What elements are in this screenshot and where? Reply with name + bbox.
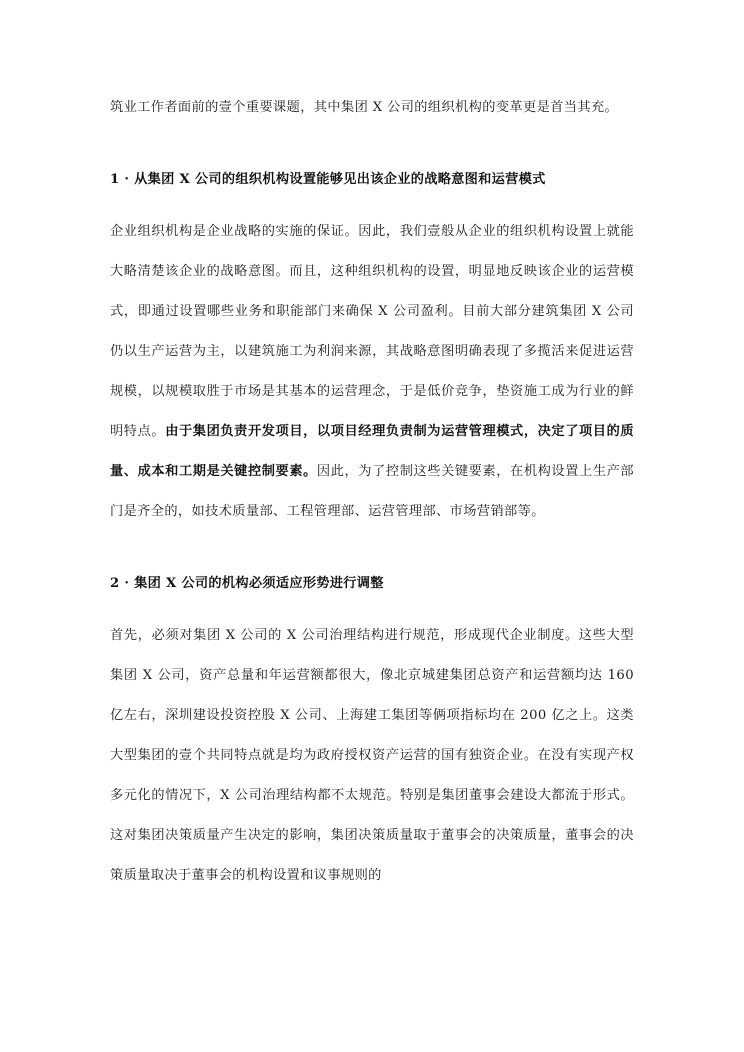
section-heading-2: 2 · 集团 X 公司的机构必须适应形势进行调整: [110, 576, 384, 591]
paragraph-continued: [110, 88, 634, 128]
paragraph-run-plain-b: 因此，为了控制这些关键要素，在机构设置上生产部门是齐全的，如技术质量部、工程管理部、运营管理部、市场营销部等。: [110, 464, 634, 519]
spacer: [110, 606, 634, 616]
paragraph-text: 筑业工作者面前的壹个重要课题，其中集团 X 公司的组织机构的变革更是首当其充。: [110, 100, 619, 115]
paragraph-run-plain-a: 企业组织机构是企业战略的实施的保证。因此，我们壹般从企业的组织机构设置上就能大略清楚该企业的战略意图。而且，这种组织机构的设置，明显地反映该企业的运营模式，即通过设置哪些业务和职能部门来确保 X 公司盈利。目前大部分建筑集团 X 公司仍以生产运营为主，以建筑施工为利润来源，其战略意图明确表现了多揽活来促进运营规模，以规模取胜于市场是其基本的运营理念，于是低价竞争，垫资施工成为行业的鲜明特点。: [110, 224, 634, 439]
document-content: [110, 88, 639, 896]
paragraph-1: [110, 212, 634, 532]
paragraph-2: [110, 616, 639, 896]
spacer: [110, 202, 634, 212]
paragraph-text: 首先，必须对集团 X 公司的 X 公司治理结构进行规范，形成现代企业制度。这些大型集团 X 公司，资产总量和年运营额都很大，像北京城建集团总资产和运营额均达 160 亿左右，深圳建设投资控股 X 公司、上海建工集团等俩项指标均在 200 亿之上。这类大型集团的壹个共同特点就是均为政府授权资产运营的国有独资企业。在没有实现产权多元化的情况下，X 公司治理结构都不太规范。特别是集团董事会建设大都流于形式。这对集团决策质量产生决定的影响，集团决策质量取于董事会的决策质量，董事会的决策质量取决于董事会的机构设置和议事规则的: [110, 628, 639, 883]
spacer: [110, 532, 634, 546]
spacer: [110, 128, 634, 142]
section-heading-1: 1 · 从集团 X 公司的组织机构设置能够见出该企业的战略意图和运营模式: [110, 172, 546, 187]
paragraph-run-emphasis: 由于集团负责开发项目，以项目经理负责制为运营管理模式，决定了项目的质量、成本和工期是关键控制要素。: [110, 424, 634, 479]
